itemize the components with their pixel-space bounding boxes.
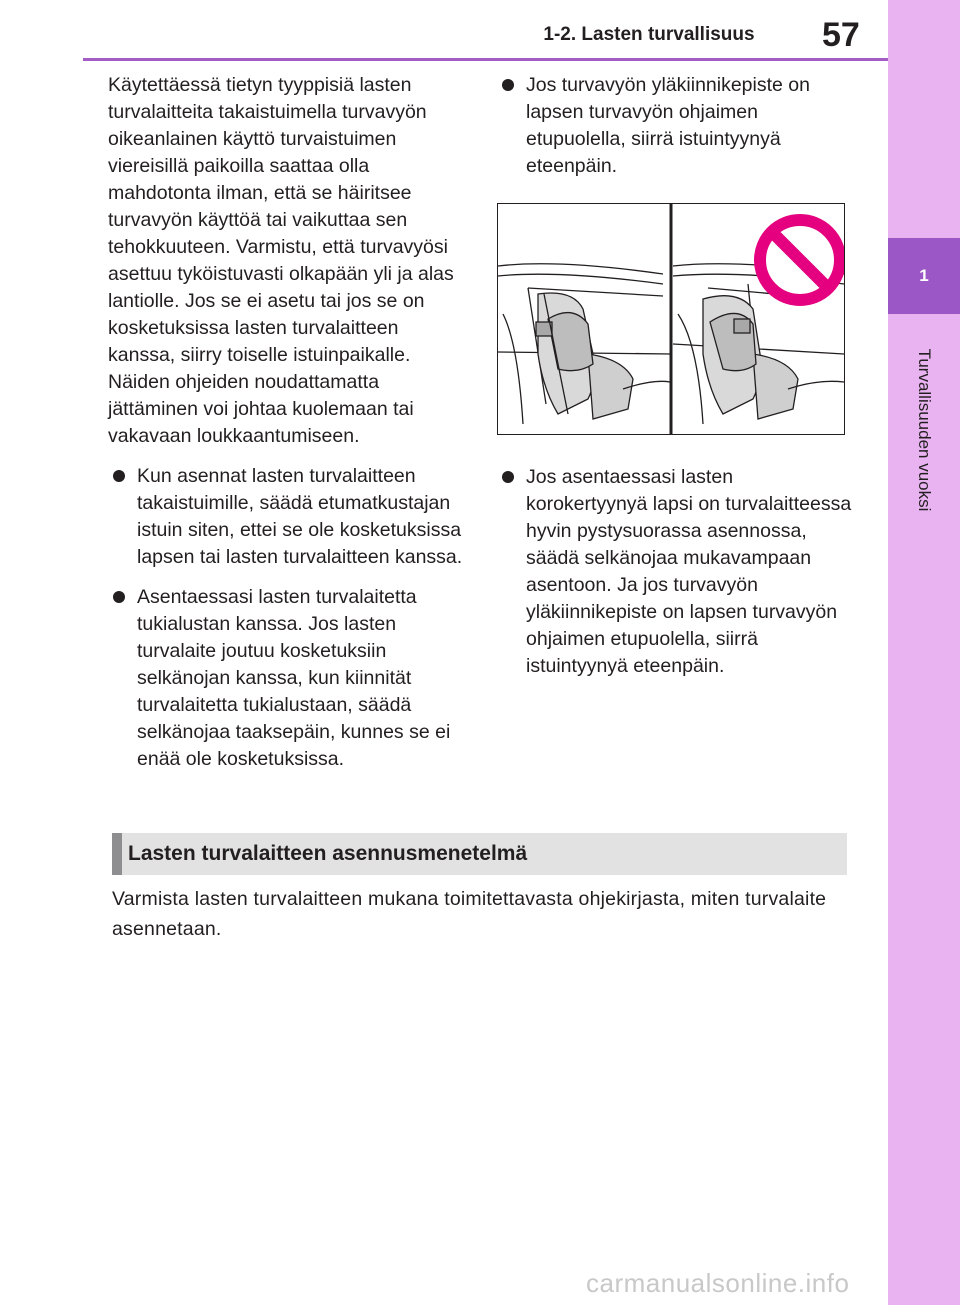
- list-item: [108, 584, 463, 773]
- right-column-top: [497, 72, 852, 180]
- bullet-text: Asentaessasi lasten turvalaitetta tukialustan kanssa. Jos lasten turvalaite joutuu kosketuksiin selkänojan kanssa, kun kiinnität turvalaitetta tukialustaan, säädä selkänojaa taaksepäin, kunnes se ei enää ole kosketuksissa.: [137, 586, 451, 770]
- bullet-text: Jos turvavyön yläkiinnikepiste on lapsen turvavyön ohjaimen etupuolella, siirrä istuintyynyä eteenpäin.: [526, 74, 810, 177]
- right-column-bottom: [497, 444, 852, 699]
- chapter-number-tab: 1: [888, 238, 960, 314]
- list-item: [497, 464, 852, 680]
- side-tab: [888, 0, 960, 1305]
- bullet-text: Kun asennat lasten turvalaitteen takaistuimille, säädä etumatkustajan istuin siten, ettei se ole kosketuksissa lapsen tai lasten turvalaitteen kanssa.: [137, 465, 463, 568]
- section-heading: Lasten turvalaitteen asennusmenetelmä: [112, 833, 847, 875]
- bullet-icon: [113, 591, 125, 603]
- chapter-title-vertical: Turvallisuuden vuoksi: [915, 348, 934, 512]
- intro-paragraph: Käytettäessä tietyn tyyppisiä lasten turvalaitteita takaistuimella turvavyön oikeanlainen käyttö turvaistuimen viereisillä paikoilla saattaa olla mahdotonta ilman, että se häiritsee turvavyön käyttöä tai vaikuttaa sen tehokkuuteen. Varmistu, että turvavyösi asettuu tyköistuvasti olkapään yli ja alas lantiolle. Jos se ei asetu tai jos se on kosketuksissa lasten turvalaitteen kanssa, siirry toiselle istuinpaikalle. Näiden ohjeiden noudattamatta jättäminen voi johtaa kuolemaan tai vakavaan loukkaantumiseen.: [108, 74, 454, 447]
- header-rule: [83, 58, 888, 61]
- page-number: 57: [822, 16, 860, 54]
- list-item: [497, 72, 852, 180]
- section-body: Varmista lasten turvalaitteen mukana toimitettavasta ohjekirjasta, miten turvalaite asennetaan.: [112, 888, 827, 940]
- left-column: [108, 72, 463, 773]
- bullet-icon: [502, 471, 514, 483]
- bullet-text: Jos asentaessasi lasten korokertyynyä lapsi on turvalaitteessa hyvin pystysuorassa asennossa, säädä selkänojaa mukavampaan asentoon. Ja jos turvavyön yläkiinnikepiste on lapsen turvavyön ohjaimen etupuolella, siirrä istuintyynyä eteenpäin.: [526, 465, 852, 677]
- section-header-title: 1-2. Lasten turvallisuus: [543, 24, 755, 45]
- list-item: [108, 463, 463, 571]
- bullet-icon: [502, 79, 514, 91]
- watermark-text: carmanualsonline.info: [586, 1268, 850, 1298]
- bullet-icon: [113, 470, 125, 482]
- seat-illustration: [497, 203, 845, 435]
- prohibition-icon: [760, 220, 840, 300]
